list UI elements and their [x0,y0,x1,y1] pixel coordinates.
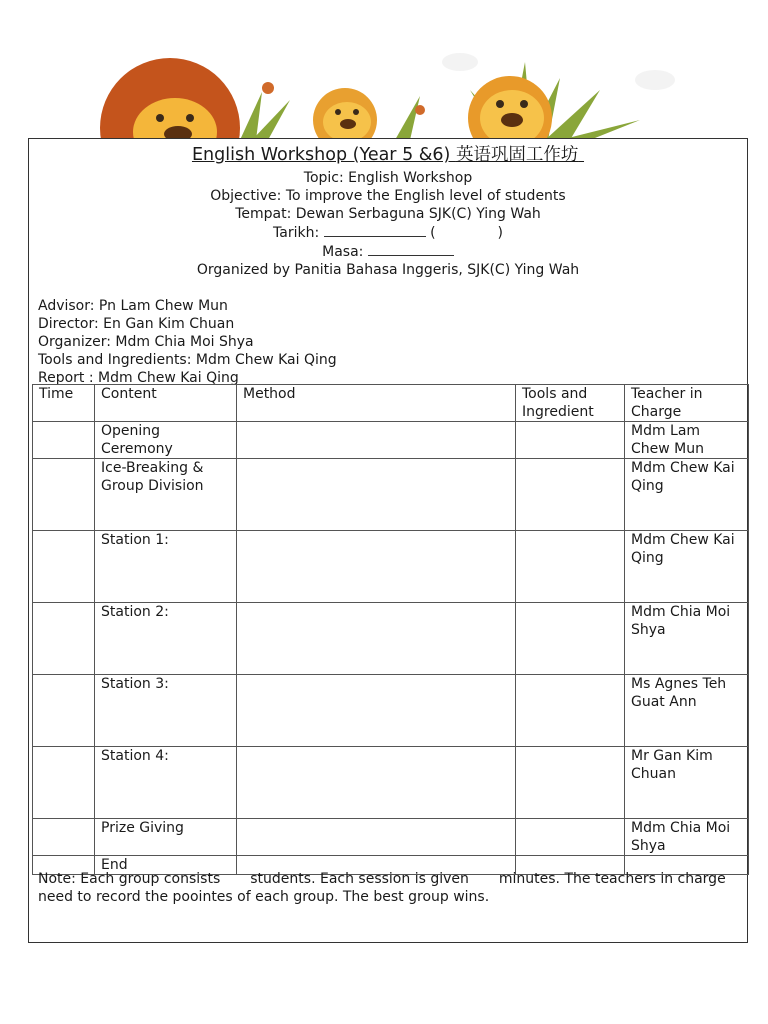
cell-tools[interactable] [516,747,625,819]
table-row [33,531,749,603]
grass-leaves [240,62,640,140]
organizer-line: Organizer: Mdm Chia Moi Shya [38,334,254,350]
date-line [29,223,747,242]
day-paren-close: ) [497,225,503,241]
cell-time[interactable] [33,531,95,603]
date-blank [324,223,426,237]
day-paren-open: ( [430,225,436,241]
table-row [33,422,749,459]
advisor-line: Advisor: Pn Lam Chew Mun [38,298,228,314]
director-line: Director: En Gan Kim Chuan [38,316,235,332]
cell-content: Station 1: [95,531,237,603]
cell-method[interactable] [237,531,516,603]
cell-content: Prize Giving [95,819,237,856]
cell-time[interactable] [33,819,95,856]
cell-tools[interactable] [516,422,625,459]
time-blank [368,242,454,256]
time-line [29,242,747,261]
cell-content: Station 3: [95,675,237,747]
tools-line: Tools and Ingredients: Mdm Chew Kai Qing [38,352,337,368]
note-part-1: Note: Each group consists [38,871,221,887]
note-part-3: minutes. The teachers in charge need to record the poointes of each group. The best group wins. [38,871,726,905]
cell-content: Station 2: [95,603,237,675]
cell-teacher: Mr Gan Kim Chuan [625,747,749,819]
organized-line: Organized by Panitia Bahasa Inggeris, SJK(C) Ying Wah [196,262,580,278]
lion-banner-illustration [0,0,768,142]
cell-time[interactable] [33,675,95,747]
workshop-form [28,138,748,943]
venue-line: Tempat: Dewan Serbaguna SJK(C) Ying Wah [235,206,541,222]
table-row [33,819,749,856]
cell-method[interactable] [237,747,516,819]
cell-content: Ice-Breaking & Group Division [95,459,237,531]
cell-time[interactable] [33,422,95,459]
document-title [29,144,747,166]
cell-teacher: Mdm Lam Chew Mun [625,422,749,459]
note-paragraph [38,870,743,906]
cell-teacher: Mdm Chew Kai Qing [625,459,749,531]
committee-list [29,297,747,387]
cell-tools[interactable] [516,675,625,747]
table-row [33,603,749,675]
cell-content: Opening Ceremony [95,422,237,459]
lion-middle [313,88,377,142]
cell-content: Station 4: [95,747,237,819]
time-label: Masa: [322,244,364,260]
topic-line: Topic: English Workshop [303,170,473,186]
cell-tools[interactable] [516,603,625,675]
objective-line: Objective: To improve the English level of students [210,188,566,204]
header-tools: Tools and Ingredient [516,385,625,422]
lion-left [100,58,240,142]
cell-time[interactable] [33,603,95,675]
table-row [33,459,749,531]
note-part-2: students. Each session is given [250,871,469,887]
workshop-details [29,169,747,279]
schedule-table [32,384,749,875]
cell-method[interactable] [237,675,516,747]
header-content: Content [95,385,237,422]
date-label: Tarikh: [273,225,320,241]
cell-time[interactable] [33,459,95,531]
lion-right [468,76,552,142]
cell-content: End [95,856,237,875]
table-row [33,675,749,747]
cell-tools[interactable] [516,531,625,603]
cell-method[interactable] [237,459,516,531]
cell-method[interactable] [237,603,516,675]
header-method: Method [237,385,516,422]
title-chinese: 英语巩固工作坊 [455,145,579,165]
cell-time[interactable] [33,747,95,819]
cell-teacher: Ms Agnes Teh Guat Ann [625,675,749,747]
header-time: Time [33,385,95,422]
cell-tools[interactable] [516,819,625,856]
cell-method[interactable] [237,422,516,459]
report-line: Report : Mdm Chew Kai Qing [38,370,239,386]
header-teacher: Teacher in Charge [625,385,749,422]
table-header-row [33,385,749,422]
cell-teacher: Mdm Chia Moi Shya [625,603,749,675]
cell-tools[interactable] [516,459,625,531]
title-english: English Workshop (Year 5 &6) [191,145,456,165]
cell-teacher: Mdm Chia Moi Shya [625,819,749,856]
table-row [33,747,749,819]
cell-method[interactable] [237,819,516,856]
cell-teacher: Mdm Chew Kai Qing [625,531,749,603]
